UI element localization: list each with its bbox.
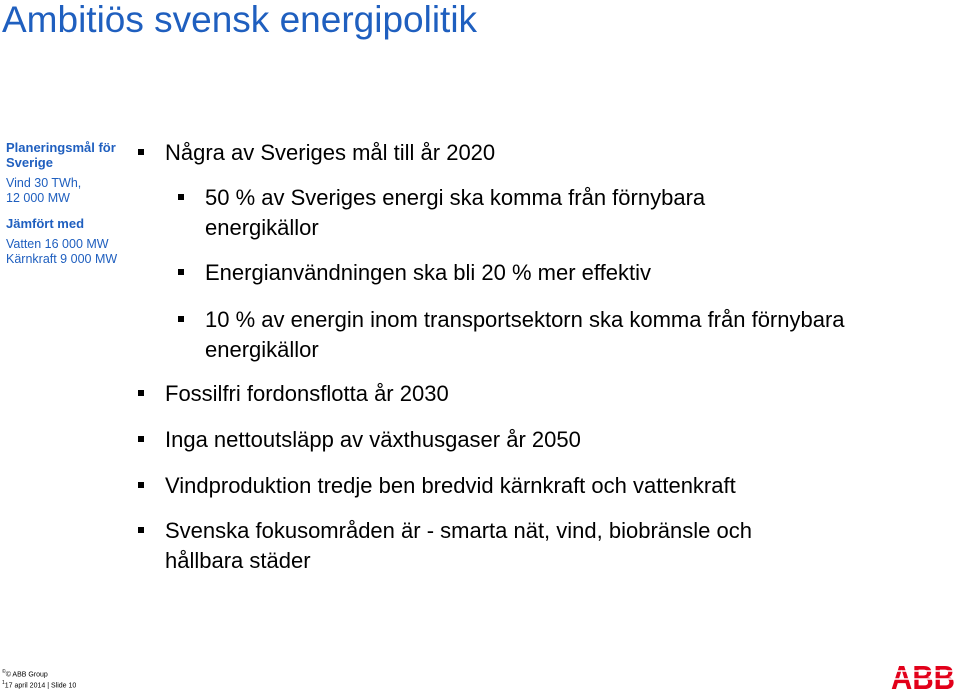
footer-date: 17 april 2014 — [4, 682, 46, 690]
bullet-focus-areas — [138, 516, 805, 576]
slide-title: Ambitiös svensk energipolitik — [2, 0, 478, 40]
bullet-text: 50 % av Sveriges energi ska komma från förnybara energikällor — [205, 185, 706, 240]
abb-logo-text: ABB — [891, 660, 955, 692]
footer-slide-number: Slide 10 — [50, 682, 77, 690]
bullet-marker — [138, 390, 144, 396]
bullet-net-emissions — [138, 425, 960, 455]
bullet-marker — [138, 149, 144, 155]
footer-copyright: © ABB Group — [5, 671, 48, 679]
sub-bullet-renewable — [178, 183, 805, 243]
bullet-marker — [138, 436, 144, 442]
bullet-marker — [178, 194, 184, 200]
bullet-marker — [138, 482, 144, 488]
bullet-wind-production — [138, 471, 960, 501]
sidebar-heading-compare: Jämfört med — [6, 216, 85, 231]
bullet-fossil-free — [138, 379, 960, 409]
bullet-text: Några av Sveriges mål till år 2020 — [165, 140, 496, 165]
bullet-text: Fossilfri fordonsflotta år 2030 — [165, 381, 449, 406]
bullet-text: 10 % av energin inom transportsektorn ska komma från förnybara energikällor — [205, 307, 845, 362]
sidebar-nuclear: Kärnkraft 9 000 MW — [6, 252, 118, 266]
bullet-text: Vindproduktion tredje ben bredvid kärnkraft och vattenkraft — [165, 473, 736, 498]
sub-bullet-efficiency — [178, 258, 960, 288]
footer: ©© ABB Group $^1$17 april 2014 | Slide 10 — [2, 669, 77, 690]
bullet-marker — [138, 527, 144, 533]
sidebar-wind-mw: 12 000 MW — [6, 191, 70, 205]
bullet-marker — [178, 269, 184, 275]
sub-bullet-transport — [178, 305, 845, 365]
sidebar-heading-planning: Planeringsmål för Sverige — [6, 140, 116, 170]
bullet-text: Inga nettoutsläpp av växthusgaser år 2050 — [165, 427, 581, 452]
bullet-text: Svenska fokusområden är - smarta nät, vind, biobränsle och hållbara städer — [165, 518, 752, 573]
sidebar-wind-twh: Vind 30 TWh, — [6, 176, 82, 190]
bullet-goals-2020 — [138, 138, 960, 168]
bullet-text: Energianvändningen ska bli 20 % mer effektiv — [205, 260, 651, 285]
bullet-marker — [178, 316, 184, 322]
sidebar — [6, 140, 136, 267]
sidebar-hydro: Vatten 16 000 MW — [6, 237, 109, 251]
abb-logo — [891, 660, 957, 692]
